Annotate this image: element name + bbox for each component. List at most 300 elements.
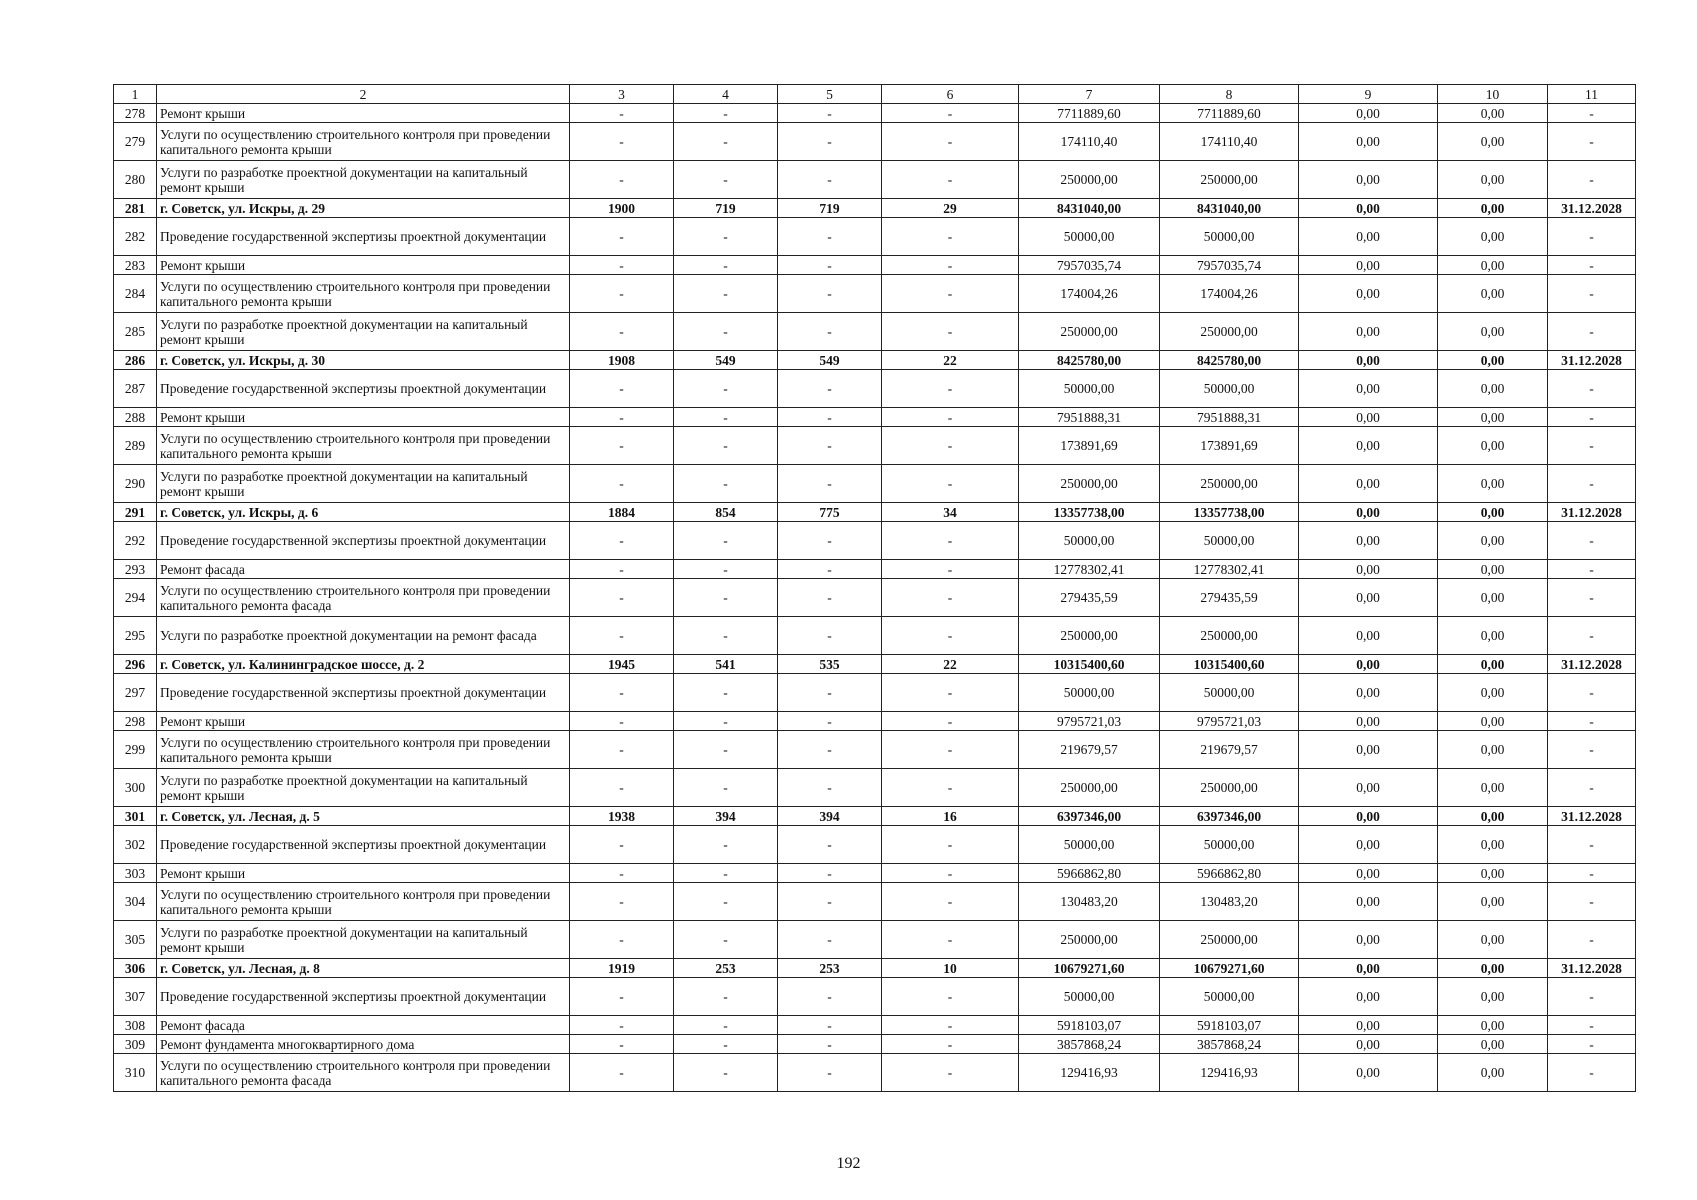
item-name-cell: Проведение государственной экспертизы проектной документации xyxy=(157,218,570,256)
col-8-cell: 13357738,00 xyxy=(1160,503,1299,522)
item-name-cell: Услуги по разработке проектной документации на ремонт фасада xyxy=(157,617,570,655)
col-9-cell: 0,00 xyxy=(1299,807,1438,826)
table-row xyxy=(114,427,1636,465)
col-7-cell: 50000,00 xyxy=(1019,522,1160,560)
row-number-cell: 293 xyxy=(114,560,157,579)
table-row xyxy=(114,826,1636,864)
col-11-cell: - xyxy=(1548,1035,1636,1054)
col-10-cell: 0,00 xyxy=(1438,712,1548,731)
col-4-cell: - xyxy=(674,104,778,123)
table-row xyxy=(114,313,1636,351)
col-7-cell: 3857868,24 xyxy=(1019,1035,1160,1054)
col-6-cell: - xyxy=(882,769,1019,807)
col-4-cell: - xyxy=(674,408,778,427)
col-7-cell: 279435,59 xyxy=(1019,579,1160,617)
col-4-cell: - xyxy=(674,218,778,256)
col-8-cell: 250000,00 xyxy=(1160,921,1299,959)
col-6-cell: - xyxy=(882,370,1019,408)
col-9-cell: 0,00 xyxy=(1299,218,1438,256)
col-4-cell: - xyxy=(674,883,778,921)
col-4-cell: - xyxy=(674,313,778,351)
col-3-cell: 1919 xyxy=(570,959,674,978)
col-8-cell: 6397346,00 xyxy=(1160,807,1299,826)
col-10-cell: 0,00 xyxy=(1438,617,1548,655)
item-name-cell: Ремонт крыши xyxy=(157,712,570,731)
item-name-cell: Услуги по разработке проектной документации на капитальный ремонт крыши xyxy=(157,465,570,503)
item-name-cell: г. Советск, ул. Искры, д. 29 xyxy=(157,199,570,218)
col-6-cell: 29 xyxy=(882,199,1019,218)
item-name-cell: г. Советск, ул. Искры, д. 6 xyxy=(157,503,570,522)
row-number-cell: 307 xyxy=(114,978,157,1016)
col-4-cell: 541 xyxy=(674,655,778,674)
row-number-cell: 300 xyxy=(114,769,157,807)
col-6-cell: - xyxy=(882,1016,1019,1035)
col-6-cell: - xyxy=(882,275,1019,313)
col-7-cell: 7951888,31 xyxy=(1019,408,1160,427)
col-11-cell: 31.12.2028 xyxy=(1548,503,1636,522)
address-subtotal-row xyxy=(114,351,1636,370)
col-4-cell: - xyxy=(674,370,778,408)
col-8-cell: 50000,00 xyxy=(1160,826,1299,864)
row-number-cell: 297 xyxy=(114,674,157,712)
col-8-cell: 7957035,74 xyxy=(1160,256,1299,275)
address-subtotal-row xyxy=(114,959,1636,978)
col-3-cell: - xyxy=(570,864,674,883)
col-6-cell: - xyxy=(882,921,1019,959)
col-7-cell: 50000,00 xyxy=(1019,674,1160,712)
col-4-cell: - xyxy=(674,275,778,313)
col-10-cell: 0,00 xyxy=(1438,427,1548,465)
col-3-cell: 1938 xyxy=(570,807,674,826)
col-9-cell: 0,00 xyxy=(1299,731,1438,769)
col-6-cell: - xyxy=(882,408,1019,427)
col-4-cell: - xyxy=(674,826,778,864)
row-number-cell: 298 xyxy=(114,712,157,731)
col-7-cell: 174110,40 xyxy=(1019,123,1160,161)
col-4-cell: - xyxy=(674,978,778,1016)
col-9-cell: 0,00 xyxy=(1299,826,1438,864)
table-row xyxy=(114,731,1636,769)
col-10-cell: 0,00 xyxy=(1438,769,1548,807)
item-name-cell: Проведение государственной экспертизы проектной документации xyxy=(157,370,570,408)
row-number-cell: 303 xyxy=(114,864,157,883)
col-7-cell: 9795721,03 xyxy=(1019,712,1160,731)
col-9-cell: 0,00 xyxy=(1299,560,1438,579)
col-3-cell: - xyxy=(570,978,674,1016)
col-10-cell: 0,00 xyxy=(1438,408,1548,427)
row-number-cell: 310 xyxy=(114,1054,157,1092)
col-8-cell: 8425780,00 xyxy=(1160,351,1299,370)
item-name-cell: Услуги по осуществлению строительного контроля при проведении капитального ремонта крыши xyxy=(157,731,570,769)
col-9-cell: 0,00 xyxy=(1299,199,1438,218)
col-8-cell: 12778302,41 xyxy=(1160,560,1299,579)
col-9-cell: 0,00 xyxy=(1299,655,1438,674)
table-row xyxy=(114,522,1636,560)
col-3-cell: - xyxy=(570,275,674,313)
col-9-cell: 0,00 xyxy=(1299,579,1438,617)
col-5-cell: 394 xyxy=(778,807,882,826)
col-6-cell: - xyxy=(882,1035,1019,1054)
col-6-cell: - xyxy=(882,522,1019,560)
col-3-cell: - xyxy=(570,1035,674,1054)
col-6-cell: - xyxy=(882,731,1019,769)
col-10-cell: 0,00 xyxy=(1438,275,1548,313)
col-11-cell: - xyxy=(1548,826,1636,864)
item-name-cell: Проведение государственной экспертизы проектной документации xyxy=(157,674,570,712)
col-7-cell: 8425780,00 xyxy=(1019,351,1160,370)
col-10-cell: 0,00 xyxy=(1438,655,1548,674)
row-number-cell: 279 xyxy=(114,123,157,161)
col-6-cell: 22 xyxy=(882,655,1019,674)
col-9-cell: 0,00 xyxy=(1299,123,1438,161)
col-10-cell: 0,00 xyxy=(1438,370,1548,408)
col-10-cell: 0,00 xyxy=(1438,864,1548,883)
col-6-cell: - xyxy=(882,617,1019,655)
col-6-cell: - xyxy=(882,104,1019,123)
table-body xyxy=(114,85,1636,1092)
col-8-cell: 250000,00 xyxy=(1160,465,1299,503)
col-3-cell: 1945 xyxy=(570,655,674,674)
col-9-cell: 0,00 xyxy=(1299,408,1438,427)
item-name-cell: Ремонт крыши xyxy=(157,104,570,123)
col-3-cell: - xyxy=(570,712,674,731)
col-10-cell: 0,00 xyxy=(1438,560,1548,579)
table-row xyxy=(114,864,1636,883)
row-number-cell: 288 xyxy=(114,408,157,427)
col-3-cell: - xyxy=(570,1054,674,1092)
col-6-cell: - xyxy=(882,218,1019,256)
item-name-cell: Ремонт фундамента многоквартирного дома xyxy=(157,1035,570,1054)
col-3-cell: - xyxy=(570,408,674,427)
col-7-cell: 5918103,07 xyxy=(1019,1016,1160,1035)
col-7-cell: 7711889,60 xyxy=(1019,104,1160,123)
col-10-cell: 0,00 xyxy=(1438,978,1548,1016)
col-7-cell: 8431040,00 xyxy=(1019,199,1160,218)
row-number-cell: 308 xyxy=(114,1016,157,1035)
col-8-cell: 174110,40 xyxy=(1160,123,1299,161)
col-9-cell: 0,00 xyxy=(1299,617,1438,655)
col-3-cell: 1884 xyxy=(570,503,674,522)
col-5-cell: - xyxy=(778,313,882,351)
col-3-cell: - xyxy=(570,161,674,199)
row-number-cell: 289 xyxy=(114,427,157,465)
col-8-cell: 250000,00 xyxy=(1160,161,1299,199)
table-row xyxy=(114,1016,1636,1035)
row-number-cell: 309 xyxy=(114,1035,157,1054)
col-6-cell: - xyxy=(882,579,1019,617)
row-number-cell: 296 xyxy=(114,655,157,674)
item-name-cell: Ремонт фасада xyxy=(157,560,570,579)
col-9-cell: 0,00 xyxy=(1299,275,1438,313)
col-3-cell: - xyxy=(570,370,674,408)
row-number-cell: 278 xyxy=(114,104,157,123)
col-11-cell: - xyxy=(1548,921,1636,959)
col-4-cell: - xyxy=(674,123,778,161)
col-5-cell: 775 xyxy=(778,503,882,522)
col-7-cell: 10679271,60 xyxy=(1019,959,1160,978)
col-7-cell: 250000,00 xyxy=(1019,617,1160,655)
address-subtotal-row xyxy=(114,655,1636,674)
col-3-cell: - xyxy=(570,522,674,560)
row-number-cell: 286 xyxy=(114,351,157,370)
table-row xyxy=(114,674,1636,712)
column-header-10: 10 xyxy=(1438,85,1548,104)
col-7-cell: 250000,00 xyxy=(1019,921,1160,959)
col-6-cell: - xyxy=(882,560,1019,579)
row-number-cell: 284 xyxy=(114,275,157,313)
col-5-cell: - xyxy=(778,921,882,959)
col-5-cell: - xyxy=(778,769,882,807)
col-5-cell: 535 xyxy=(778,655,882,674)
col-10-cell: 0,00 xyxy=(1438,1016,1548,1035)
col-11-cell: - xyxy=(1548,522,1636,560)
col-7-cell: 250000,00 xyxy=(1019,465,1160,503)
repair-plan-table xyxy=(113,84,1636,1092)
col-10-cell: 0,00 xyxy=(1438,731,1548,769)
col-3-cell: - xyxy=(570,560,674,579)
column-header-1: 1 xyxy=(114,85,157,104)
row-number-cell: 281 xyxy=(114,199,157,218)
column-header-8: 8 xyxy=(1160,85,1299,104)
col-5-cell: - xyxy=(778,1054,882,1092)
item-name-cell: Услуги по осуществлению строительного контроля при проведении капитального ремонта крыши xyxy=(157,123,570,161)
col-6-cell: - xyxy=(882,674,1019,712)
col-8-cell: 174004,26 xyxy=(1160,275,1299,313)
col-9-cell: 0,00 xyxy=(1299,351,1438,370)
col-10-cell: 0,00 xyxy=(1438,123,1548,161)
col-6-cell: 34 xyxy=(882,503,1019,522)
col-8-cell: 5918103,07 xyxy=(1160,1016,1299,1035)
col-10-cell: 0,00 xyxy=(1438,959,1548,978)
column-header-3: 3 xyxy=(570,85,674,104)
col-11-cell: - xyxy=(1548,712,1636,731)
item-name-cell: Проведение государственной экспертизы проектной документации xyxy=(157,826,570,864)
item-name-cell: Услуги по осуществлению строительного контроля при проведении капитального ремонта крыши xyxy=(157,883,570,921)
col-8-cell: 50000,00 xyxy=(1160,674,1299,712)
page-number: 192 xyxy=(836,1155,861,1172)
column-header-9: 9 xyxy=(1299,85,1438,104)
row-number-cell: 295 xyxy=(114,617,157,655)
col-6-cell: - xyxy=(882,826,1019,864)
column-header-4: 4 xyxy=(674,85,778,104)
col-4-cell: - xyxy=(674,731,778,769)
row-number-cell: 299 xyxy=(114,731,157,769)
col-6-cell: 16 xyxy=(882,807,1019,826)
col-5-cell: - xyxy=(778,731,882,769)
col-7-cell: 50000,00 xyxy=(1019,978,1160,1016)
col-4-cell: 253 xyxy=(674,959,778,978)
table-row xyxy=(114,579,1636,617)
col-4-cell: - xyxy=(674,560,778,579)
col-10-cell: 0,00 xyxy=(1438,104,1548,123)
col-8-cell: 173891,69 xyxy=(1160,427,1299,465)
col-7-cell: 5966862,80 xyxy=(1019,864,1160,883)
col-9-cell: 0,00 xyxy=(1299,1016,1438,1035)
col-8-cell: 8431040,00 xyxy=(1160,199,1299,218)
col-4-cell: - xyxy=(674,1054,778,1092)
col-9-cell: 0,00 xyxy=(1299,503,1438,522)
col-4-cell: 394 xyxy=(674,807,778,826)
item-name-cell: Проведение государственной экспертизы проектной документации xyxy=(157,978,570,1016)
column-header-7: 7 xyxy=(1019,85,1160,104)
col-5-cell: - xyxy=(778,275,882,313)
row-number-cell: 292 xyxy=(114,522,157,560)
col-3-cell: - xyxy=(570,427,674,465)
col-11-cell: 31.12.2028 xyxy=(1548,351,1636,370)
col-9-cell: 0,00 xyxy=(1299,427,1438,465)
col-5-cell: - xyxy=(778,712,882,731)
col-9-cell: 0,00 xyxy=(1299,674,1438,712)
col-11-cell: - xyxy=(1548,864,1636,883)
col-8-cell: 50000,00 xyxy=(1160,978,1299,1016)
col-9-cell: 0,00 xyxy=(1299,313,1438,351)
address-subtotal-row xyxy=(114,807,1636,826)
table-row xyxy=(114,123,1636,161)
col-5-cell: - xyxy=(778,883,882,921)
col-8-cell: 130483,20 xyxy=(1160,883,1299,921)
col-7-cell: 130483,20 xyxy=(1019,883,1160,921)
col-8-cell: 3857868,24 xyxy=(1160,1035,1299,1054)
col-3-cell: - xyxy=(570,674,674,712)
col-4-cell: 719 xyxy=(674,199,778,218)
col-7-cell: 250000,00 xyxy=(1019,161,1160,199)
col-8-cell: 10315400,60 xyxy=(1160,655,1299,674)
col-4-cell: - xyxy=(674,579,778,617)
col-6-cell: 22 xyxy=(882,351,1019,370)
item-name-cell: Ремонт фасада xyxy=(157,1016,570,1035)
col-7-cell: 50000,00 xyxy=(1019,826,1160,864)
col-6-cell: - xyxy=(882,712,1019,731)
col-11-cell: - xyxy=(1548,579,1636,617)
col-10-cell: 0,00 xyxy=(1438,199,1548,218)
col-11-cell: 31.12.2028 xyxy=(1548,655,1636,674)
col-11-cell: - xyxy=(1548,370,1636,408)
col-8-cell: 10679271,60 xyxy=(1160,959,1299,978)
col-7-cell: 10315400,60 xyxy=(1019,655,1160,674)
col-3-cell: - xyxy=(570,883,674,921)
col-4-cell: - xyxy=(674,617,778,655)
col-3-cell: - xyxy=(570,465,674,503)
col-4-cell: - xyxy=(674,256,778,275)
item-name-cell: г. Советск, ул. Искры, д. 30 xyxy=(157,351,570,370)
col-7-cell: 50000,00 xyxy=(1019,218,1160,256)
col-3-cell: 1908 xyxy=(570,351,674,370)
col-6-cell: - xyxy=(882,1054,1019,1092)
col-3-cell: - xyxy=(570,123,674,161)
col-9-cell: 0,00 xyxy=(1299,256,1438,275)
col-4-cell: - xyxy=(674,465,778,503)
table-row xyxy=(114,712,1636,731)
col-7-cell: 7957035,74 xyxy=(1019,256,1160,275)
col-8-cell: 9795721,03 xyxy=(1160,712,1299,731)
table-header-row xyxy=(114,85,1636,104)
col-5-cell: - xyxy=(778,560,882,579)
col-11-cell: - xyxy=(1548,769,1636,807)
col-9-cell: 0,00 xyxy=(1299,769,1438,807)
item-name-cell: Ремонт крыши xyxy=(157,408,570,427)
col-11-cell: 31.12.2028 xyxy=(1548,807,1636,826)
col-7-cell: 174004,26 xyxy=(1019,275,1160,313)
col-9-cell: 0,00 xyxy=(1299,959,1438,978)
col-8-cell: 5966862,80 xyxy=(1160,864,1299,883)
col-10-cell: 0,00 xyxy=(1438,256,1548,275)
col-3-cell: - xyxy=(570,218,674,256)
col-8-cell: 50000,00 xyxy=(1160,218,1299,256)
row-number-cell: 302 xyxy=(114,826,157,864)
col-3-cell: - xyxy=(570,256,674,275)
col-8-cell: 250000,00 xyxy=(1160,313,1299,351)
table-row xyxy=(114,408,1636,427)
col-5-cell: - xyxy=(778,864,882,883)
item-name-cell: Проведение государственной экспертизы проектной документации xyxy=(157,522,570,560)
col-7-cell: 6397346,00 xyxy=(1019,807,1160,826)
col-5-cell: - xyxy=(778,617,882,655)
col-10-cell: 0,00 xyxy=(1438,674,1548,712)
column-header-6: 6 xyxy=(882,85,1019,104)
col-5-cell: - xyxy=(778,256,882,275)
col-11-cell: - xyxy=(1548,161,1636,199)
col-8-cell: 7951888,31 xyxy=(1160,408,1299,427)
table-row xyxy=(114,617,1636,655)
col-9-cell: 0,00 xyxy=(1299,161,1438,199)
col-11-cell: - xyxy=(1548,313,1636,351)
col-4-cell: 549 xyxy=(674,351,778,370)
row-number-cell: 291 xyxy=(114,503,157,522)
col-6-cell: - xyxy=(882,883,1019,921)
table-row xyxy=(114,256,1636,275)
col-7-cell: 13357738,00 xyxy=(1019,503,1160,522)
row-number-cell: 290 xyxy=(114,465,157,503)
col-10-cell: 0,00 xyxy=(1438,161,1548,199)
item-name-cell: Услуги по разработке проектной документации на капитальный ремонт крыши xyxy=(157,161,570,199)
table-row xyxy=(114,921,1636,959)
col-10-cell: 0,00 xyxy=(1438,826,1548,864)
col-3-cell: - xyxy=(570,731,674,769)
item-name-cell: Услуги по осуществлению строительного контроля при проведении капитального ремонта фасада xyxy=(157,1054,570,1092)
item-name-cell: Услуги по осуществлению строительного контроля при проведении капитального ремонта фасада xyxy=(157,579,570,617)
col-6-cell: - xyxy=(882,978,1019,1016)
col-5-cell: - xyxy=(778,427,882,465)
table-row xyxy=(114,104,1636,123)
col-11-cell: - xyxy=(1548,560,1636,579)
row-number-cell: 287 xyxy=(114,370,157,408)
col-5-cell: - xyxy=(778,104,882,123)
col-4-cell: - xyxy=(674,161,778,199)
table-row xyxy=(114,218,1636,256)
table-row xyxy=(114,978,1636,1016)
col-9-cell: 0,00 xyxy=(1299,921,1438,959)
table-row xyxy=(114,465,1636,503)
col-5-cell: - xyxy=(778,161,882,199)
col-10-cell: 0,00 xyxy=(1438,313,1548,351)
col-10-cell: 0,00 xyxy=(1438,503,1548,522)
item-name-cell: Услуги по разработке проектной документации на капитальный ремонт крыши xyxy=(157,313,570,351)
table-row xyxy=(114,161,1636,199)
item-name-cell: Ремонт крыши xyxy=(157,256,570,275)
col-5-cell: - xyxy=(778,826,882,864)
col-6-cell: 10 xyxy=(882,959,1019,978)
col-4-cell: - xyxy=(674,769,778,807)
col-5-cell: 719 xyxy=(778,199,882,218)
column-header-2: 2 xyxy=(157,85,570,104)
col-3-cell: - xyxy=(570,617,674,655)
item-name-cell: Услуги по осуществлению строительного контроля при проведении капитального ремонта крыши xyxy=(157,275,570,313)
col-5-cell: 549 xyxy=(778,351,882,370)
address-subtotal-row xyxy=(114,199,1636,218)
col-5-cell: - xyxy=(778,465,882,503)
table-row xyxy=(114,370,1636,408)
col-5-cell: - xyxy=(778,123,882,161)
